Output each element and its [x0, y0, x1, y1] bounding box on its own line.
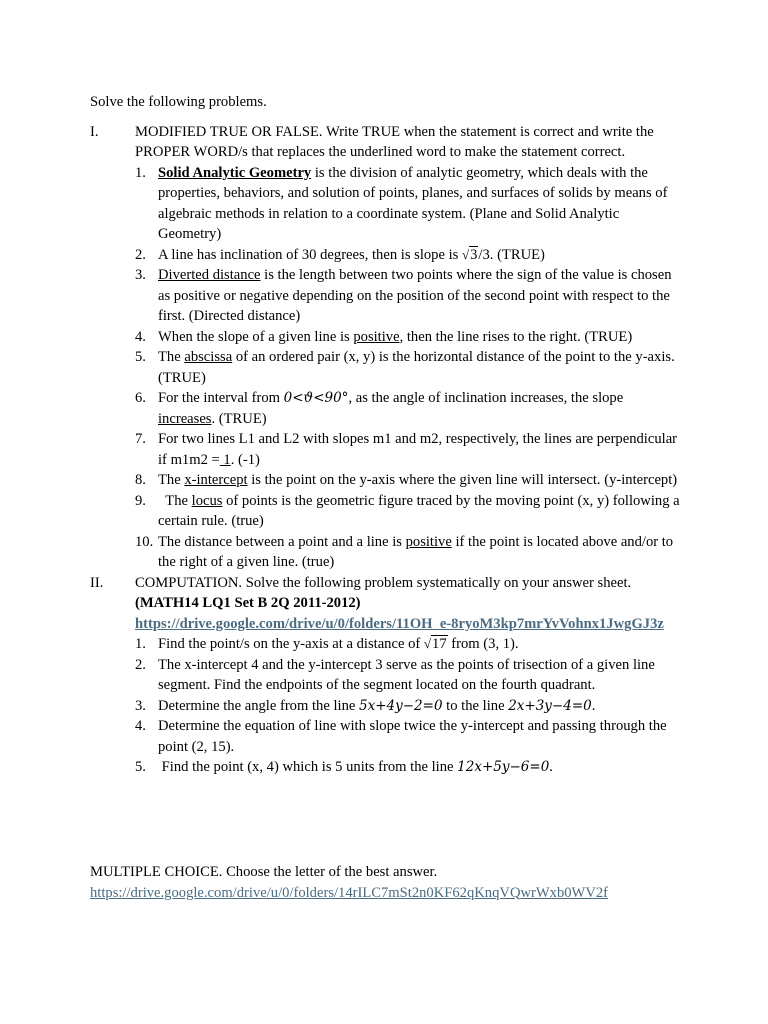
item-text: is the division of analytic geometry, which deals with the properties, behaviors, and solution of points, planes, and surfaces of solids by means of algebraic methods in relation to a coordinate system. (Plane and Solid Analytic Geometry) [158, 164, 668, 242]
item-number: 7. [135, 431, 146, 447]
math-expression: 2x+3y−4=0 [508, 697, 592, 714]
item-number: 10. [135, 533, 154, 550]
item-text: Determine the equation of line with slope twice the y-intercept and passing through the point (2, 15). [158, 718, 667, 755]
item-text: The [158, 492, 192, 509]
item-text: Determine the angle from the line [158, 697, 359, 714]
list-item [135, 245, 680, 266]
item-text: For the interval from [158, 390, 284, 406]
section-true-false [90, 122, 680, 573]
item-text: The distance between a point and a line is [158, 533, 406, 550]
square-root: √3 [461, 246, 478, 263]
section-computation [90, 573, 680, 778]
math-expression: 5x+4y−2=0 [359, 697, 443, 714]
underlined-term: locus [191, 492, 223, 509]
item-text: is the length between two points where the sign of the value is chosen as positive or negative depending on the position of the second point with respect to the first. (Directed distance) [158, 267, 672, 324]
item-text: Find the point (x, 4) which is 5 units from the line [158, 759, 458, 775]
list-item [135, 491, 680, 532]
section-numeral: II. [90, 574, 104, 591]
item-number: 9. [135, 492, 146, 509]
item-text: to the line [442, 697, 509, 714]
item-text: . [549, 759, 553, 775]
list-item [135, 655, 680, 696]
item-text: When the slope of a given line is [158, 328, 354, 345]
item-text: The [158, 349, 185, 365]
item-number: 4. [135, 328, 146, 345]
item-number: 8. [135, 472, 146, 488]
list-item [135, 634, 680, 655]
computation-list [135, 634, 680, 778]
list-item [135, 470, 680, 491]
item-number: 3. [135, 697, 146, 714]
section-heading: MODIFIED TRUE OR FALSE. Write TRUE when the statement is correct and write the PROPER WORD/s that replaces the underlined word to make the statement correct. [135, 123, 654, 160]
underlined-term: positive [405, 533, 452, 550]
item-number: 4. [135, 718, 146, 734]
item-text: , as the angle of inclination increases, the slope [348, 390, 624, 406]
underlined-term: abscissa [184, 349, 233, 365]
instructions: Solve the following problems. [90, 94, 267, 110]
item-text: , then the line rises to the right. (TRUE) [399, 328, 633, 345]
item-text: from (3, 1). [447, 636, 519, 652]
item-number: 1. [135, 164, 146, 181]
item-number: 5. [135, 349, 146, 365]
list-item [135, 388, 680, 429]
item-text: A line has inclination of 30 degrees, then is slope is [158, 246, 462, 263]
item-text: . (TRUE) [211, 410, 267, 427]
item-text: . [591, 697, 596, 714]
underlined-term: positive [353, 328, 400, 345]
item-number: 5. [135, 759, 146, 775]
item-number: 1. [135, 636, 146, 652]
list-item [135, 757, 680, 778]
true-false-list [135, 163, 680, 573]
radicand: 17 [432, 636, 447, 652]
section-heading: MULTIPLE CHOICE. Choose the letter of the best answer. [90, 864, 438, 880]
list-item [135, 696, 680, 717]
item-number: 6. [135, 390, 146, 406]
list-item [135, 347, 680, 388]
square-root: √17 [423, 636, 447, 652]
item-text: if the point is located above and/or to the right of a given line. (true) [158, 533, 674, 570]
drive-link[interactable]: https://drive.google.com/drive/u/0/folders/11OH_e-8ryoM3kp7mrYvVohnx1JwgGJ3z [135, 615, 664, 632]
underlined-term: 1 [219, 451, 231, 468]
item-text: of an ordered pair (x, y) is the horizontal distance of the point to the y-axis. (TRUE) [158, 349, 675, 386]
section-heading: COMPUTATION. Solve the following problem systematically on your answer sheet. [135, 574, 632, 591]
list-item [135, 163, 680, 245]
section-numeral: I. [90, 123, 99, 140]
item-number: 2. [135, 246, 146, 263]
math-expression: 12x+5y−6=0 [457, 759, 550, 775]
exam-reference: (MATH14 LQ1 Set B 2Q 2011-2012) [135, 595, 361, 611]
section-multiple-choice [90, 862, 690, 903]
list-item [135, 532, 680, 573]
list-item [135, 716, 680, 757]
underlined-term: Solid Analytic Geometry [158, 164, 312, 181]
underlined-term: x-intercept [184, 472, 248, 488]
item-text: For two lines L1 and L2 with slopes m1 and m2, respectively, the lines are perpendicular if m1m2 = [158, 431, 678, 468]
radicand: 3 [470, 246, 478, 263]
item-text: The [158, 472, 185, 488]
drive-link[interactable]: https://drive.google.com/drive/u/0/folders/14rILC7mSt2n0KF62qKnqVQwrWxb0WV2f [90, 884, 609, 901]
item-text: /3. (TRUE) [478, 246, 545, 263]
item-number: 2. [135, 656, 146, 673]
underlined-term: increases [158, 410, 212, 427]
document-body [90, 92, 680, 778]
item-text: . (-1) [230, 451, 260, 468]
list-item [135, 327, 680, 348]
item-text: Find the point/s on the y-axis at a distance of [158, 636, 424, 652]
item-text: The x-intercept 4 and the y-intercept 3 serve as the points of trisection of a given line segment. Find the endpoints of the segment located on the fourth quadrant. [158, 656, 655, 693]
list-item [135, 429, 680, 470]
math-expression: 0<ϑ<90° [283, 390, 349, 406]
item-text: of points is the geometric figure traced by the moving point (x, y) following a certain rule. (true) [158, 492, 680, 529]
list-item [135, 265, 680, 327]
item-text: is the point on the y-axis where the given line will intersect. (y-intercept) [247, 472, 678, 488]
underlined-term: Diverted distance [158, 267, 261, 283]
item-number: 3. [135, 267, 146, 283]
